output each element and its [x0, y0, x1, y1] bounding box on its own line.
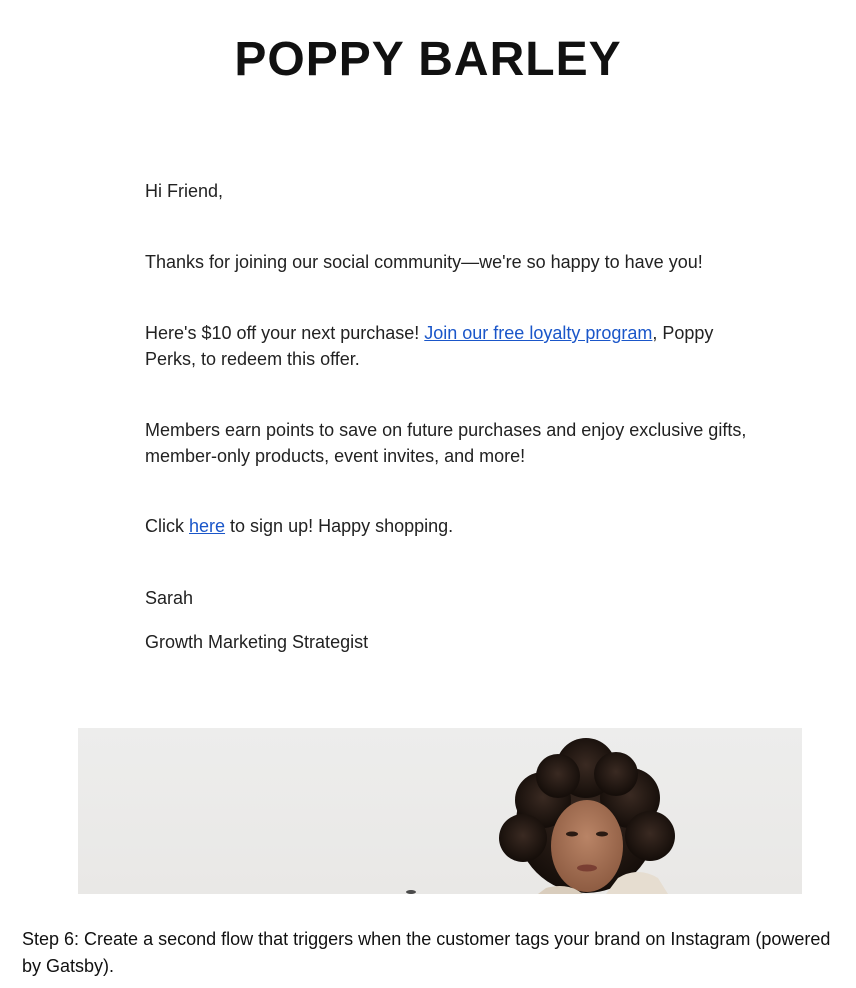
- signature-name: Sarah: [145, 588, 194, 608]
- woman-portrait-image: [78, 728, 802, 894]
- step-caption: Step 6: Create a second flow that triggers when the customer tags your brand on Instagram (powered by Gatsby).: [22, 929, 831, 976]
- offer-paragraph: [145, 320, 765, 372]
- signature-title: Growth Marketing Strategist: [145, 632, 369, 652]
- offer-text-before: Here's $10 off your next purchase!: [145, 323, 425, 343]
- brand-logo: POPPY BARLEY: [234, 33, 622, 86]
- signup-here-link[interactable]: here: [189, 516, 226, 536]
- thanks-paragraph: Thanks for joining our social community—we're so happy to have you!: [145, 252, 703, 272]
- signup-text-after: to sign up! Happy shopping.: [225, 516, 454, 536]
- loyalty-program-link[interactable]: Join our free loyalty program: [424, 323, 653, 343]
- greeting: Hi Friend,: [145, 181, 224, 201]
- signup-text-before: Click: [145, 516, 189, 536]
- hero-image: [78, 728, 802, 894]
- signup-paragraph: [145, 513, 765, 539]
- members-paragraph: Members earn points to save on future purchases and enjoy exclusive gifts, member-only products, event invites, and more!: [145, 420, 747, 466]
- offer-text-after: , Poppy Perks, to redeem this offer.: [145, 323, 714, 369]
